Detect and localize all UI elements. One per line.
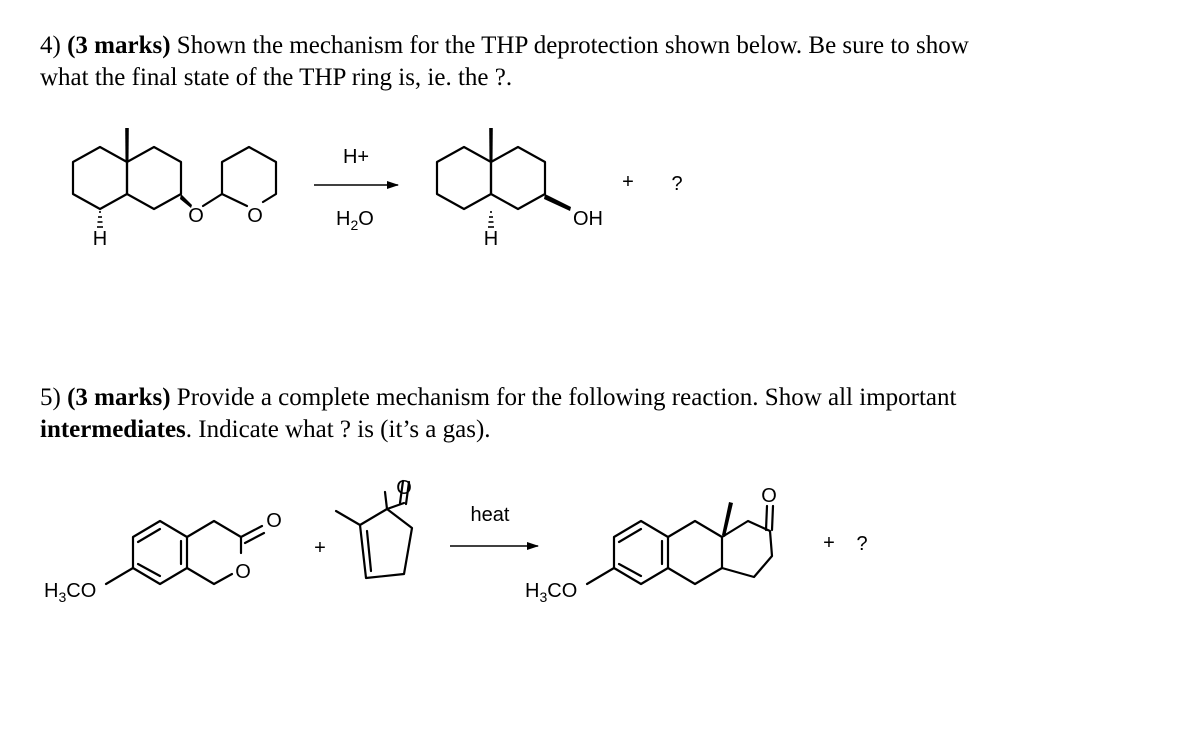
cyclopentenone-reactant bbox=[336, 477, 412, 578]
plus-4: + bbox=[622, 171, 634, 193]
question-4-number: 4) bbox=[40, 32, 61, 59]
reagent-heat: heat bbox=[470, 504, 510, 526]
question-5-bold-word: intermediates bbox=[40, 416, 186, 443]
question-4-marks: (3 marks) bbox=[67, 32, 171, 59]
product-ring-a bbox=[437, 147, 491, 209]
alcohol-product bbox=[437, 128, 603, 250]
ether-o-label: O bbox=[188, 205, 204, 227]
product-ring-b bbox=[491, 147, 545, 209]
product-aromatic-db-3 bbox=[619, 564, 641, 576]
aromatic-db-3 bbox=[138, 564, 160, 576]
product-hashed-h-bond bbox=[488, 212, 494, 227]
acyl-bond bbox=[387, 503, 404, 509]
ring-b bbox=[127, 147, 181, 209]
plus-5b: + bbox=[823, 532, 835, 554]
lactone-ring-top bbox=[187, 521, 241, 553]
reagent-water bbox=[336, 208, 374, 233]
product-h-label: H bbox=[483, 228, 499, 250]
product-middle-ring bbox=[668, 521, 722, 584]
h-label: H bbox=[92, 228, 108, 250]
methoxy-bond bbox=[106, 568, 133, 584]
ring-carbonyl-link bbox=[385, 492, 387, 509]
product-benzene-ring bbox=[614, 521, 668, 584]
methoxy-co: CO bbox=[66, 580, 97, 602]
reagent-water-h: H bbox=[336, 208, 351, 230]
unknown-5: ? bbox=[856, 533, 868, 555]
tricyclic-product bbox=[525, 485, 777, 605]
question-4-line1: Shown the mechanism for the THP deprotection shown below. Be sure to show bbox=[170, 32, 969, 59]
reagent-water-o: O bbox=[358, 208, 374, 230]
thp-ring bbox=[222, 147, 276, 202]
methoxy-sub: 3 bbox=[58, 589, 67, 605]
acyl-o-label: O bbox=[396, 477, 412, 499]
question-5-line2: . Indicate what ? is (it’s a gas). bbox=[185, 416, 491, 443]
plus-5a: + bbox=[314, 537, 326, 559]
product-methoxy-sub: 3 bbox=[539, 589, 548, 605]
oh-label: OH bbox=[573, 208, 603, 230]
question-5-marks: (3 marks) bbox=[67, 384, 171, 411]
unknown-4: ? bbox=[671, 173, 683, 195]
bond-o-c bbox=[203, 194, 222, 206]
lactone-o-label: O bbox=[235, 561, 251, 583]
reagent-water-sub: 2 bbox=[350, 217, 359, 233]
thp-ether-reactant bbox=[73, 128, 276, 250]
reagent-h-plus: H+ bbox=[342, 146, 370, 168]
benzene-ring bbox=[133, 521, 187, 584]
methoxy-label bbox=[44, 580, 96, 605]
carbonyl-o-label: O bbox=[266, 510, 282, 532]
product-carbonyl-1 bbox=[766, 506, 767, 530]
methoxy-h: H bbox=[44, 580, 59, 602]
product-methyl-wedge bbox=[489, 128, 493, 162]
product-cyclopentanone bbox=[722, 521, 772, 577]
thp-o-label: O bbox=[247, 205, 263, 227]
oh-wedge bbox=[544, 194, 571, 211]
methyl-wedge bbox=[125, 128, 129, 162]
bond-c-ringo bbox=[222, 194, 247, 206]
methyl-bond bbox=[336, 511, 360, 525]
product-methoxy-co: CO bbox=[547, 580, 578, 602]
product-methoxy-h: H bbox=[525, 580, 540, 602]
product-methoxy-label bbox=[525, 580, 577, 605]
hashed-h-bond bbox=[97, 212, 103, 227]
isochromanone-reactant bbox=[44, 510, 282, 605]
product-carbonyl-o-label: O bbox=[761, 485, 777, 507]
question-5-number: 5) bbox=[40, 384, 61, 411]
product-methoxy-bond bbox=[587, 568, 614, 584]
product-carbonyl-2 bbox=[772, 506, 773, 530]
question-4-line2: what the final state of the THP ring is, ie. the ?. bbox=[40, 64, 513, 91]
ring-double-bond bbox=[367, 531, 371, 571]
question-5-line1: Provide a complete mechanism for the following reaction. Show all important bbox=[170, 384, 957, 411]
ring-a bbox=[73, 147, 127, 209]
lactone-ring-bottom bbox=[187, 568, 232, 584]
